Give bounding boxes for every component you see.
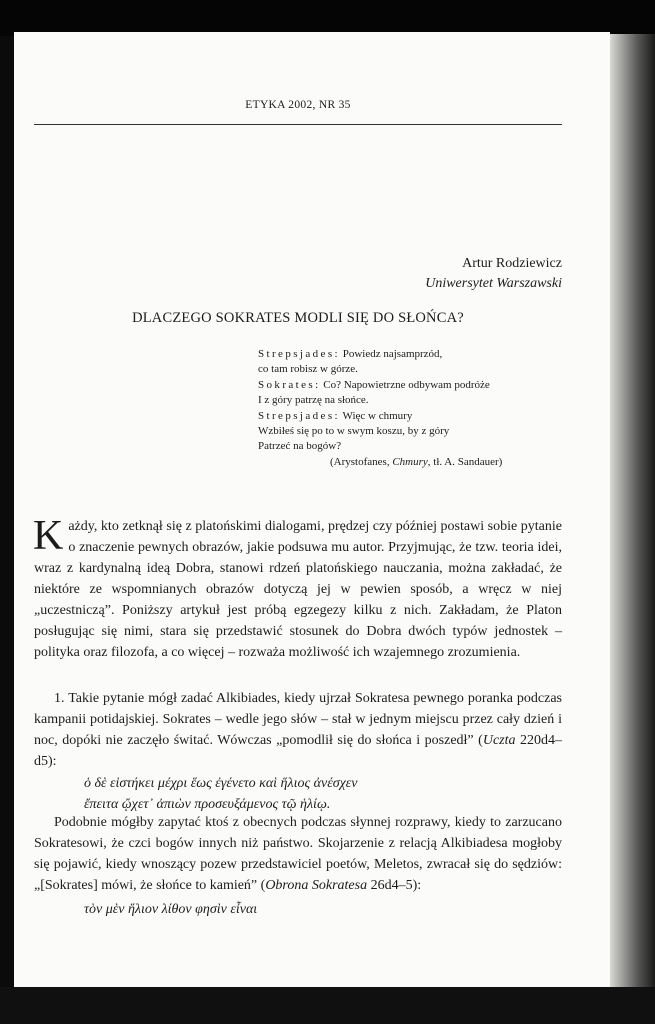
epigraph-line: I z góry patrzę na słońce. bbox=[258, 394, 369, 407]
epigraph-line: Patrzeć na bogów? bbox=[258, 440, 342, 453]
epigraph bbox=[258, 347, 558, 470]
author-name: Artur Rodziewicz bbox=[462, 256, 562, 271]
work-title: Obrona Sokratesa bbox=[265, 878, 368, 893]
paragraph-section-1: 1. Takie pytanie mógł zadać Alkibiades, kiedy ujrzał Sokratesa pewnego poranka podczas kampanii potidajskiej. Sokrates – wedle jego słów – stał w jednym miejscu przez cały dzień i noc, dopóki nie zaczęło świtać. Wówczas „pomodlił się do słońca i poszedł” (Uczta 220d4–d5): bbox=[34, 691, 563, 769]
document-page bbox=[14, 32, 610, 987]
epigraph-line: Strepsjades: Więc w chmury bbox=[258, 409, 413, 422]
speaker-name: Strepsjades: bbox=[258, 409, 340, 422]
running-head: ETYKA 2002, NR 35 bbox=[245, 99, 351, 111]
page-edge-shadow bbox=[610, 34, 655, 987]
epigraph-line: Sokrates: Co? Napowietrzne odbywam podróże bbox=[258, 378, 490, 391]
greek-quote-line: ἔπειτα ᾤχετ᾽ ἀπιὼν προσευξάμενος τῷ ἡλίῳ. bbox=[84, 797, 331, 812]
epigraph-line: co tam robisz w górze. bbox=[258, 363, 358, 376]
greek-quote-line: ὁ δὲ εἱστήκει μέχρι ἕως ἐγένετο καὶ ἥλιος ἀνέσχεν bbox=[84, 776, 358, 791]
epigraph-line: Wzbiłeś się po to w swym koszu, by z góry bbox=[258, 425, 450, 438]
scan-bottom-margin bbox=[0, 987, 655, 1024]
epigraph-citation: (Arystofanes, Chmury, tł. A. Sandauer) bbox=[330, 455, 503, 468]
paragraph-intro: Każdy, kto zetknął się z platońskimi dialogami, prędzej czy później postawi sobie pytanie o znaczenie pewnych obrazów, jakie podsuwa mu autor. Przyjmując, że tzw. teoria idei, wraz z kardynalną ideą Dobra, stanowi rdzeń platońskiego nauczania, można zakładać, że niektóre ze wspomnianych obrazów dotyczą jej w pewien sposób, a wręcz w niej „uczestniczą”. Poniższy artykuł jest próbą egzegezy kilku z nich. Zakładam, że Platon posługując się nimi, stara się przedstawić stosunek do Dobra dwóch typów jednostek – polityka oraz filozofa, a co więcej – rozważa możliwość ich wzajemnego zrozumienia. bbox=[33, 513, 562, 660]
drop-cap: K bbox=[33, 513, 64, 559]
work-title: Uczta bbox=[482, 733, 516, 748]
speaker-name: Strepsjades: bbox=[258, 348, 340, 360]
greek-quote-line: τὸν μὲν ἥλιον λίθον φησὶν εἶναι bbox=[84, 902, 258, 917]
epigraph-line: Strepsjades: Powiedz najsamprzód, bbox=[258, 348, 443, 360]
scan-dark-margin bbox=[0, 0, 655, 36]
article-title: DLACZEGO SOKRATES MODLI SIĘ DO SŁOŃCA? bbox=[132, 310, 464, 326]
speaker-name: Sokrates: bbox=[258, 378, 321, 391]
header-rule bbox=[34, 124, 562, 125]
paragraph-apology: Podobnie mógłby zapytać ktoś z obecnych podczas słynnej rozprawy, kiedy to zarzucano Sokratesowi, że czci bogów innych niż państwo. Skojarzenie z relacją Alkibiadesa mogłoby się pojawić, kiedy wnoszący pozew przedstawiciel poetów, Meletos, zwracał się do sędziów: „[Sokrates] mówi, że słońce to kamień” (Obrona Sokratesa 26d4–5): bbox=[34, 815, 562, 893]
author-affiliation: Uniwersytet Warszawski bbox=[425, 276, 562, 291]
